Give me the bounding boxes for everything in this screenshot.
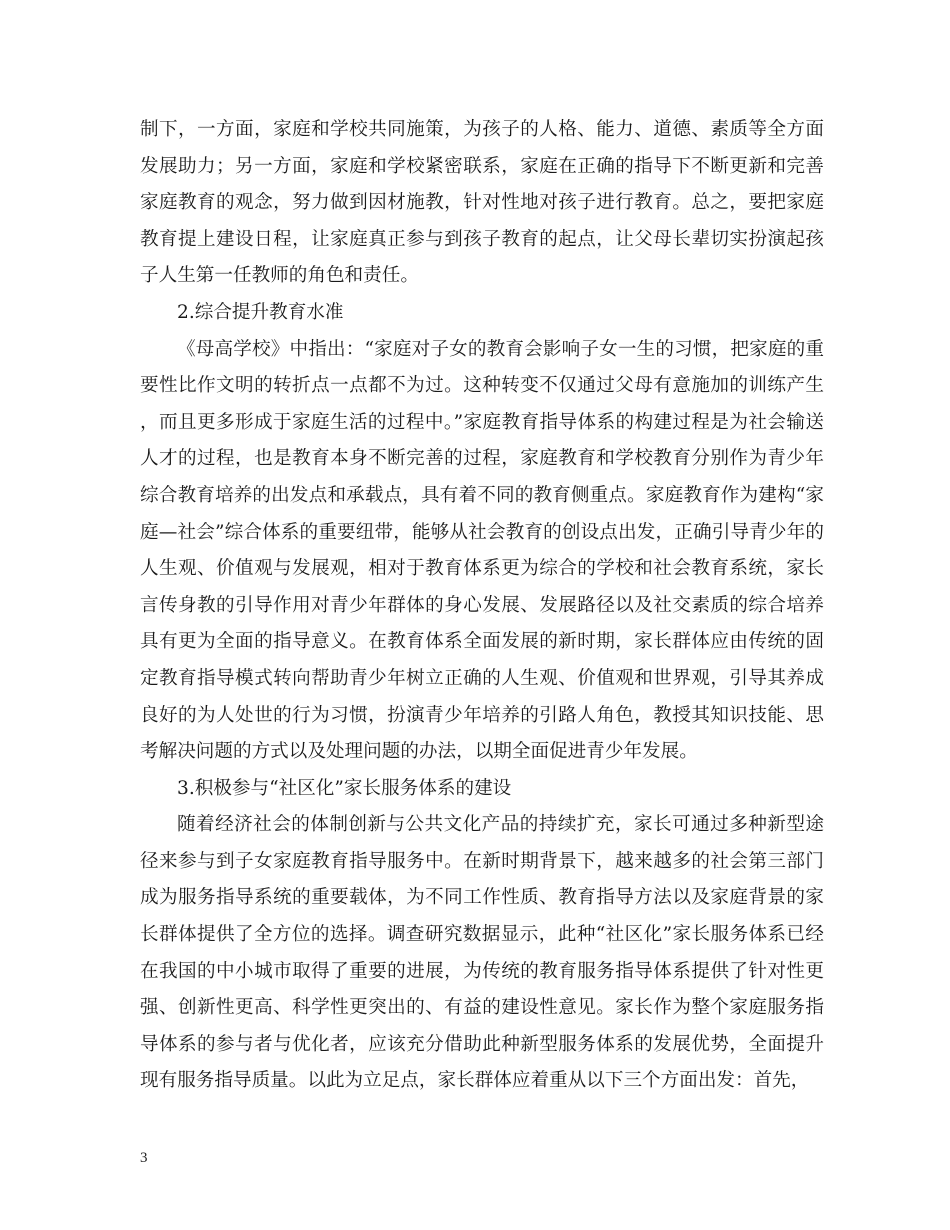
section-heading-2: 2.综合提升教育水准 bbox=[177, 301, 344, 323]
paragraph-community-service: 随着经济社会的体制创新与公共文化产品的持续扩充，家长可通过多种新型途径来参与到子女家庭教育指导服务中。在新时期背景下，越来越多的社会第三部门成为服务指导系统的重要载体，为不同工作性质、教育指导方法以及家庭背景的家长群体提供了全方位的选择。调查研究数据显示，此种“社区化”家长服务体系已经在我国的中小城市取得了重要的进展，为传统的教育服务指导体系提供了针对性更强、创新性更高、科学性更突出的、有益的建设性意见。家长作为整个家庭服务指导体系的参与者与优化者，应该充分借助此种新型服务体系的发展优势，全面提升现有服务指导质量。以此为立足点，家长群体应着重从以下三个方面出发：首先， bbox=[140, 814, 824, 1092]
paragraph-education-standard: 《母高学校》中指出：“家庭对子女的教育会影响子女一生的习惯，把家庭的重要性比作文明的转折点一点都不为过。这种转变不仅通过父母有意施加的训练产生，而且更多形成于家庭生活的过程中。”家庭教育指导体系的构建过程是为社会输送人才的过程，也是教育本身不断完善的过程，家庭教育和学校教育分别作为青少年综合教育培养的出发点和承载点，具有着不同的教育侧重点。家庭教育作为建构“家庭—社会”综合体系的重要纽带，能够从社会教育的创设点出发，正确引导青少年的人生观、价值观与发展观，相对于教育体系更为综合的学校和社会教育系统，家长言传身教的引导作用对青少年群体的身心发展、发展路径以及社交素质的综合培养具有更为全面的指导意义。在教育体系全面发展的新时期，家长群体应由传统的固定教育指导模式转向帮助青少年树立正确的人生观、价值观和世界观，引导其养成良好的为人处世的行为习惯，扮演青少年培养的引路人角色，教授其知识技能、思考解决问题的方式以及处理问题的办法，以期全面促进青少年发展。 bbox=[140, 338, 824, 763]
document-body bbox=[140, 112, 824, 1100]
page-number: 3 bbox=[140, 1150, 148, 1166]
section-heading-3: 3.积极参与“社区化”家长服务体系的建设 bbox=[177, 777, 512, 799]
paragraph-continuation: 制下，一方面，家庭和学校共同施策，为孩子的人格、能力、道德、素质等全方面发展助力；另一方面，家庭和学校紧密联系，家庭在正确的指导下不断更新和完善家庭教育的观念，努力做到因材施教，针对性地对孩子进行教育。总之，要把家庭教育提上建设日程，让家庭真正参与到孩子教育的起点，让父母长辈切实扮演起孩子人生第一任教师的角色和责任。 bbox=[140, 119, 824, 287]
